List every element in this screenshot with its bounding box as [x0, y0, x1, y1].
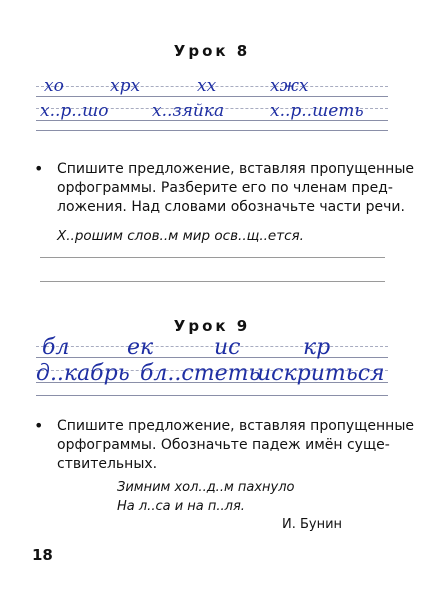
poem-line: На л..са и на п..ля.	[117, 499, 245, 514]
task-line: ложения. Над словами обозначьте части речи.	[57, 199, 405, 215]
cursive-word: д..кабрь	[36, 361, 130, 386]
cursive-letters: хжх	[270, 76, 309, 96]
guide-line	[36, 357, 388, 358]
poem-line: Зимним хол..д..м пахнуло	[117, 480, 295, 495]
task-line: орфограммы. Разберите его по членам пред-	[57, 180, 393, 196]
cursive-letters: бл	[42, 335, 70, 360]
answer-line	[40, 281, 385, 282]
guide-line	[36, 346, 388, 347]
guide-line	[36, 130, 388, 131]
guide-line	[36, 395, 388, 396]
cursive-word: х..зяйка	[152, 101, 225, 121]
task-line: Спишите предложение, вставляя пропущенные	[57, 161, 414, 177]
lesson-9-title: Урок 9	[173, 317, 251, 335]
exercise-sentence: Х..рошим слов..м мир осв..щ..ется.	[57, 228, 304, 244]
cursive-word: х..р..шеть	[270, 101, 364, 121]
cursive-letters: хх	[197, 76, 217, 96]
cursive-letters: хо	[44, 76, 64, 96]
cursive-word: искриться	[257, 361, 385, 386]
cursive-letters: хрх	[110, 76, 141, 96]
poem	[117, 478, 295, 516]
bullet: •	[34, 159, 44, 178]
lesson-8-title: Урок 8	[173, 42, 251, 60]
answer-line	[40, 257, 385, 258]
bullet: •	[34, 416, 44, 435]
guide-line	[36, 96, 388, 97]
task-line: ствительных.	[57, 456, 158, 472]
lesson-8-task	[57, 160, 414, 217]
page-number: 18	[32, 546, 53, 564]
task-line: орфограммы. Обозначьте падеж имён суще-	[57, 437, 390, 453]
cursive-word: бл..стеть	[140, 361, 261, 386]
poem-author: И. Бунин	[282, 517, 343, 532]
cursive-letters: ек	[127, 335, 154, 360]
cursive-letters: кр	[303, 335, 331, 360]
task-line: Спишите предложение, вставляя пропущенные	[57, 418, 414, 434]
cursive-word: х..р..шо	[40, 101, 109, 121]
lesson-9-task	[57, 417, 414, 474]
cursive-letters: ис	[214, 335, 241, 360]
